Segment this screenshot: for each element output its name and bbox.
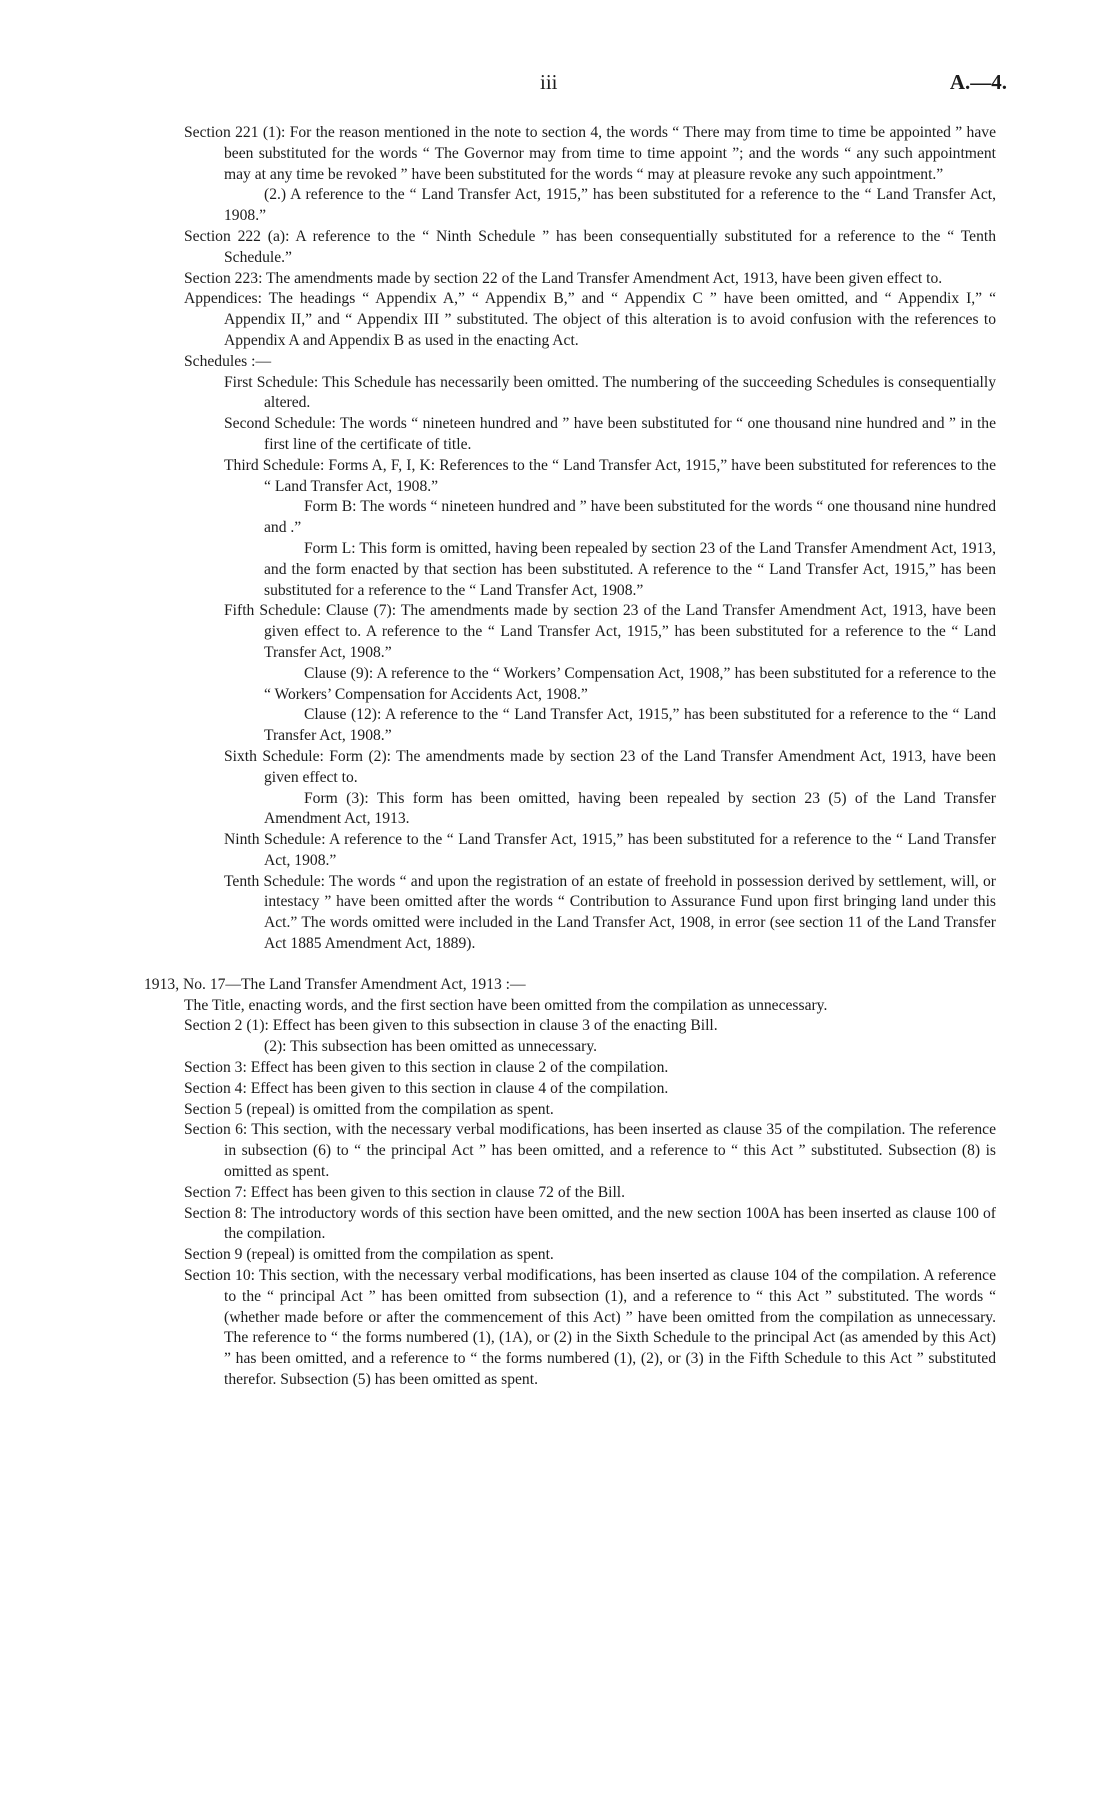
note-paragraph: Section 3: Effect has been given to this section in clause 2 of the compilation. [184, 1059, 669, 1077]
note-paragraph: Section 10: This section, with the necessary verbal modifications, has been inserted as clause 104 of the compilation. A reference to the “ principal Act ” has been omitted from subsection (1), and a reference to “ this Act ” substituted. The words “ (whether made before or after the commencement of this Act) ” have been omitted from the compilation as unnecessary. The reference to “ the forms numbered (1), (1A), or (2) in the Sixth Schedule to the principal Act (as amended by this Act) ” has been omitted, and a reference to “ the forms numbered (1), (2), or (3) in the Fifth Schedule to this Act ” substituted therefor. Subsection (5) has been omitted as spent. [184, 1267, 996, 1389]
note-paragraph: Tenth Schedule: The words “ and upon the registration of an estate of freehold in possession derived by settlement, will, or intestacy ” have been omitted after the words “ Contribution to Assurance Fund upon first bringing land under this Act.” The words omitted were included in the Land Transfer Act, 1908, in error (see section 11 of the Land Transfer Act 1885 Amendment Act, 1889). [224, 872, 996, 953]
note-paragraph: Section 222 (a): A reference to the “ Ninth Schedule ” has been consequentially substituted for a reference to the “ Tenth Schedule.” [184, 227, 996, 266]
note-paragraph: (2.) A reference to the “ Land Transfer Act, 1915,” has been substituted for a reference to the “ Land Transfer Act, 1908.” [224, 186, 996, 225]
note-paragraph: Form L: This form is omitted, having been repealed by section 23 of the Land Transfer Amendment Act, 1913, and the form enacted by that section has been substituted. A reference to the “ Land Transfer Act, 1915,” has been substituted for a reference to the “ Land Transfer Act, 1908.” [264, 539, 996, 599]
page-header [0, 70, 1114, 96]
note-paragraph: Third Schedule: Forms A, F, I, K: References to the “ Land Transfer Act, 1915,” have been substituted for references to the “ Land Transfer Act, 1908.” [224, 456, 996, 495]
note-paragraph: Fifth Schedule: Clause (7): The amendments made by section 23 of the Land Transfer Amendment Act, 1913, have been given effect to. A reference to the “ Land Transfer Act, 1915,” has been substituted for a reference to the “ Land Transfer Act, 1908.” [224, 602, 996, 661]
note-paragraph: Section 221 (1): For the reason mentioned in the note to section 4, the words “ There may from time to time be appointed ” have been substituted for the words “ The Governor may from time to time appoint ”; and the words “ any such appointment may at any time be revoked ” have been substituted for the words “ may at pleasure revoke any such appointment.” [184, 124, 996, 183]
note-paragraph: Ninth Schedule: A reference to the “ Land Transfer Act, 1915,” has been substituted for a reference to the “ Land Transfer Act, 1908.” [224, 831, 996, 869]
section-heading: Schedules :— [184, 352, 272, 370]
note-paragraph: Section 4: Effect has been given to this section in clause 4 of the compilation. [184, 1079, 669, 1097]
note-paragraph: Section 223: The amendments made by section 22 of the Land Transfer Amendment Act, 1913, have been given effect to. [184, 269, 943, 287]
note-paragraph: The Title, enacting words, and the first section have been omitted from the compilation as unnecessary. [184, 996, 828, 1014]
note-paragraph: Section 2 (1): Effect has been given to this subsection in clause 3 of the enacting Bill. [184, 1017, 718, 1035]
note-paragraph: Section 8: The introductory words of this section have been omitted, and the new section 100A has been inserted as clause 100 of the compilation. [184, 1204, 996, 1243]
note-paragraph: Section 6: This section, with the necessary verbal modifications, has been inserted as clause 35 of the compilation. The reference in subsection (6) to “ the principal Act ” has been omitted, and a reference to “ this Act ” substituted. Subsection (8) is omitted as spent. [184, 1121, 996, 1181]
note-paragraph: Form B: The words “ nineteen hundred and ” have been substituted for the words “ one thousand nine hundred and .” [264, 498, 996, 537]
note-paragraph: Second Schedule: The words “ nineteen hundred and ” have been substituted for “ one thousand nine hundred and ” in the first line of the certificate of title. [224, 415, 996, 453]
note-paragraph: Section 7: Effect has been given to this section in clause 72 of the Bill. [184, 1183, 626, 1201]
note-paragraph: Appendices: The headings “ Appendix A,” “ Appendix B,” and “ Appendix C ” have been omitted, and “ Appendix I,” “ Appendix II,” and “ Appendix III ” substituted. The object of this alteration is to avoid confusion with the references to Appendix A and Appendix B as used in the enacting Act. [184, 290, 996, 349]
note-paragraph: Section 5 (repeal) is omitted from the compilation as spent. [184, 1100, 554, 1118]
notes-body [144, 123, 996, 1391]
note-paragraph: First Schedule: This Schedule has necessarily been omitted. The numbering of the succeeding Schedules is consequentially altered. [224, 373, 996, 412]
document-id: A.—4. [949, 70, 1007, 94]
act-heading: 1913, No. 17—The Land Transfer Amendment Act, 1913 :— [144, 975, 526, 993]
note-paragraph: Form (3): This form has been omitted, having been repealed by section 23 (5) of the Land Transfer Amendment Act, 1913. [264, 789, 996, 828]
note-paragraph: (2): This subsection has been omitted as unnecessary. [264, 1038, 598, 1056]
note-paragraph: Clause (9): A reference to the “ Workers’ Compensation Act, 1908,” has been substituted for a reference to the “ Workers’ Compensation for Accidents Act, 1908.” [264, 664, 996, 703]
note-paragraph: Clause (12): A reference to the “ Land Transfer Act, 1915,” has been substituted for a reference to the “ Land Transfer Act, 1908.” [264, 706, 996, 745]
note-paragraph: Sixth Schedule: Form (2): The amendments made by section 23 of the Land Transfer Amendment Act, 1913, have been given effect to. [224, 747, 996, 786]
note-paragraph: Section 9 (repeal) is omitted from the compilation as spent. [184, 1246, 554, 1264]
page-number: iii [540, 70, 558, 94]
